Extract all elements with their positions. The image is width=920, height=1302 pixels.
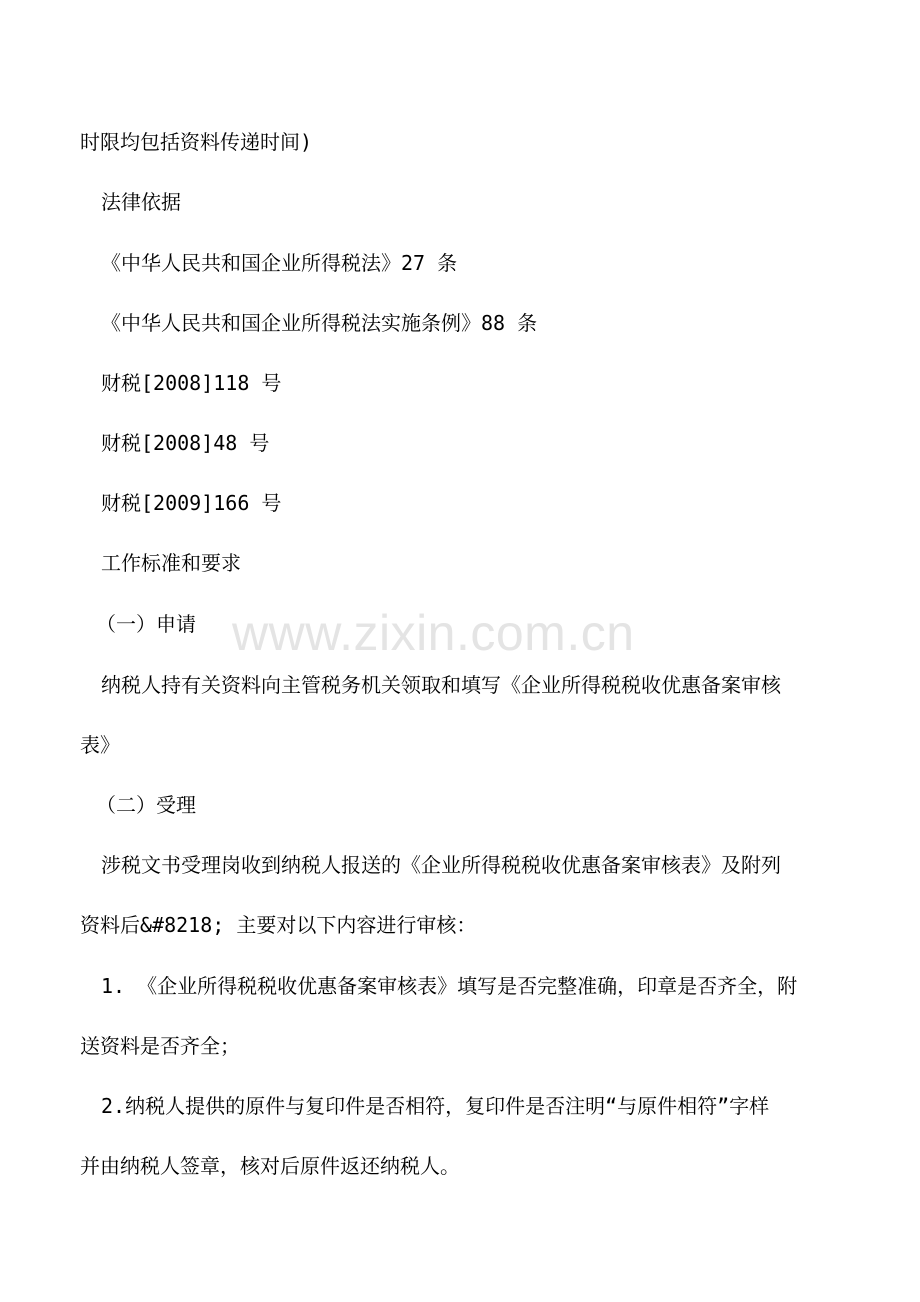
paragraph-time-limit-note: 时限均包括资料传递时间) (80, 130, 313, 154)
paragraph-application-text: 纳税人持有关资料向主管税务机关领取和填写《企业所得税税收优惠备案审核 (101, 673, 781, 697)
review-item-2: 2.纳税人提供的原件与复印件是否相符，复印件是否注明“与原件相符”字样 (101, 1094, 770, 1118)
legal-basis-item: 《中华人民共和国企业所得税法实施条例》88 条 (101, 311, 538, 335)
watermark: www.zixin.com.cn (232, 605, 635, 661)
legal-basis-item: 财税[2008]118 号 (101, 371, 282, 395)
legal-basis-item: 财税[2008]48 号 (101, 431, 270, 455)
legal-basis-item: 财税[2009]166 号 (101, 491, 282, 515)
section-heading-legal-basis: 法律依据 (101, 190, 181, 214)
paragraph-acceptance-text: 涉税文书受理岗收到纳税人报送的《企业所得税税收优惠备案审核表》及附列 (101, 853, 781, 877)
subsection-heading-application: （一）申请 (96, 612, 196, 636)
paragraph-acceptance-text-cont: 资料后&#8218; 主要对以下内容进行审核： (80, 913, 477, 937)
review-item-1: 1. 《企业所得税税收优惠备案审核表》填写是否完整准确，印章是否齐全，附 (101, 974, 798, 998)
review-item-1-cont: 送资料是否齐全； (80, 1034, 240, 1058)
legal-basis-item: 《中华人民共和国企业所得税法》27 条 (101, 251, 458, 275)
review-item-2-cont: 并由纳税人签章，核对后原件返还纳税人。 (80, 1154, 460, 1178)
subsection-heading-acceptance: （二）受理 (96, 793, 196, 817)
paragraph-application-text-cont: 表》 (80, 733, 120, 757)
section-heading-work-standards: 工作标准和要求 (101, 551, 241, 575)
